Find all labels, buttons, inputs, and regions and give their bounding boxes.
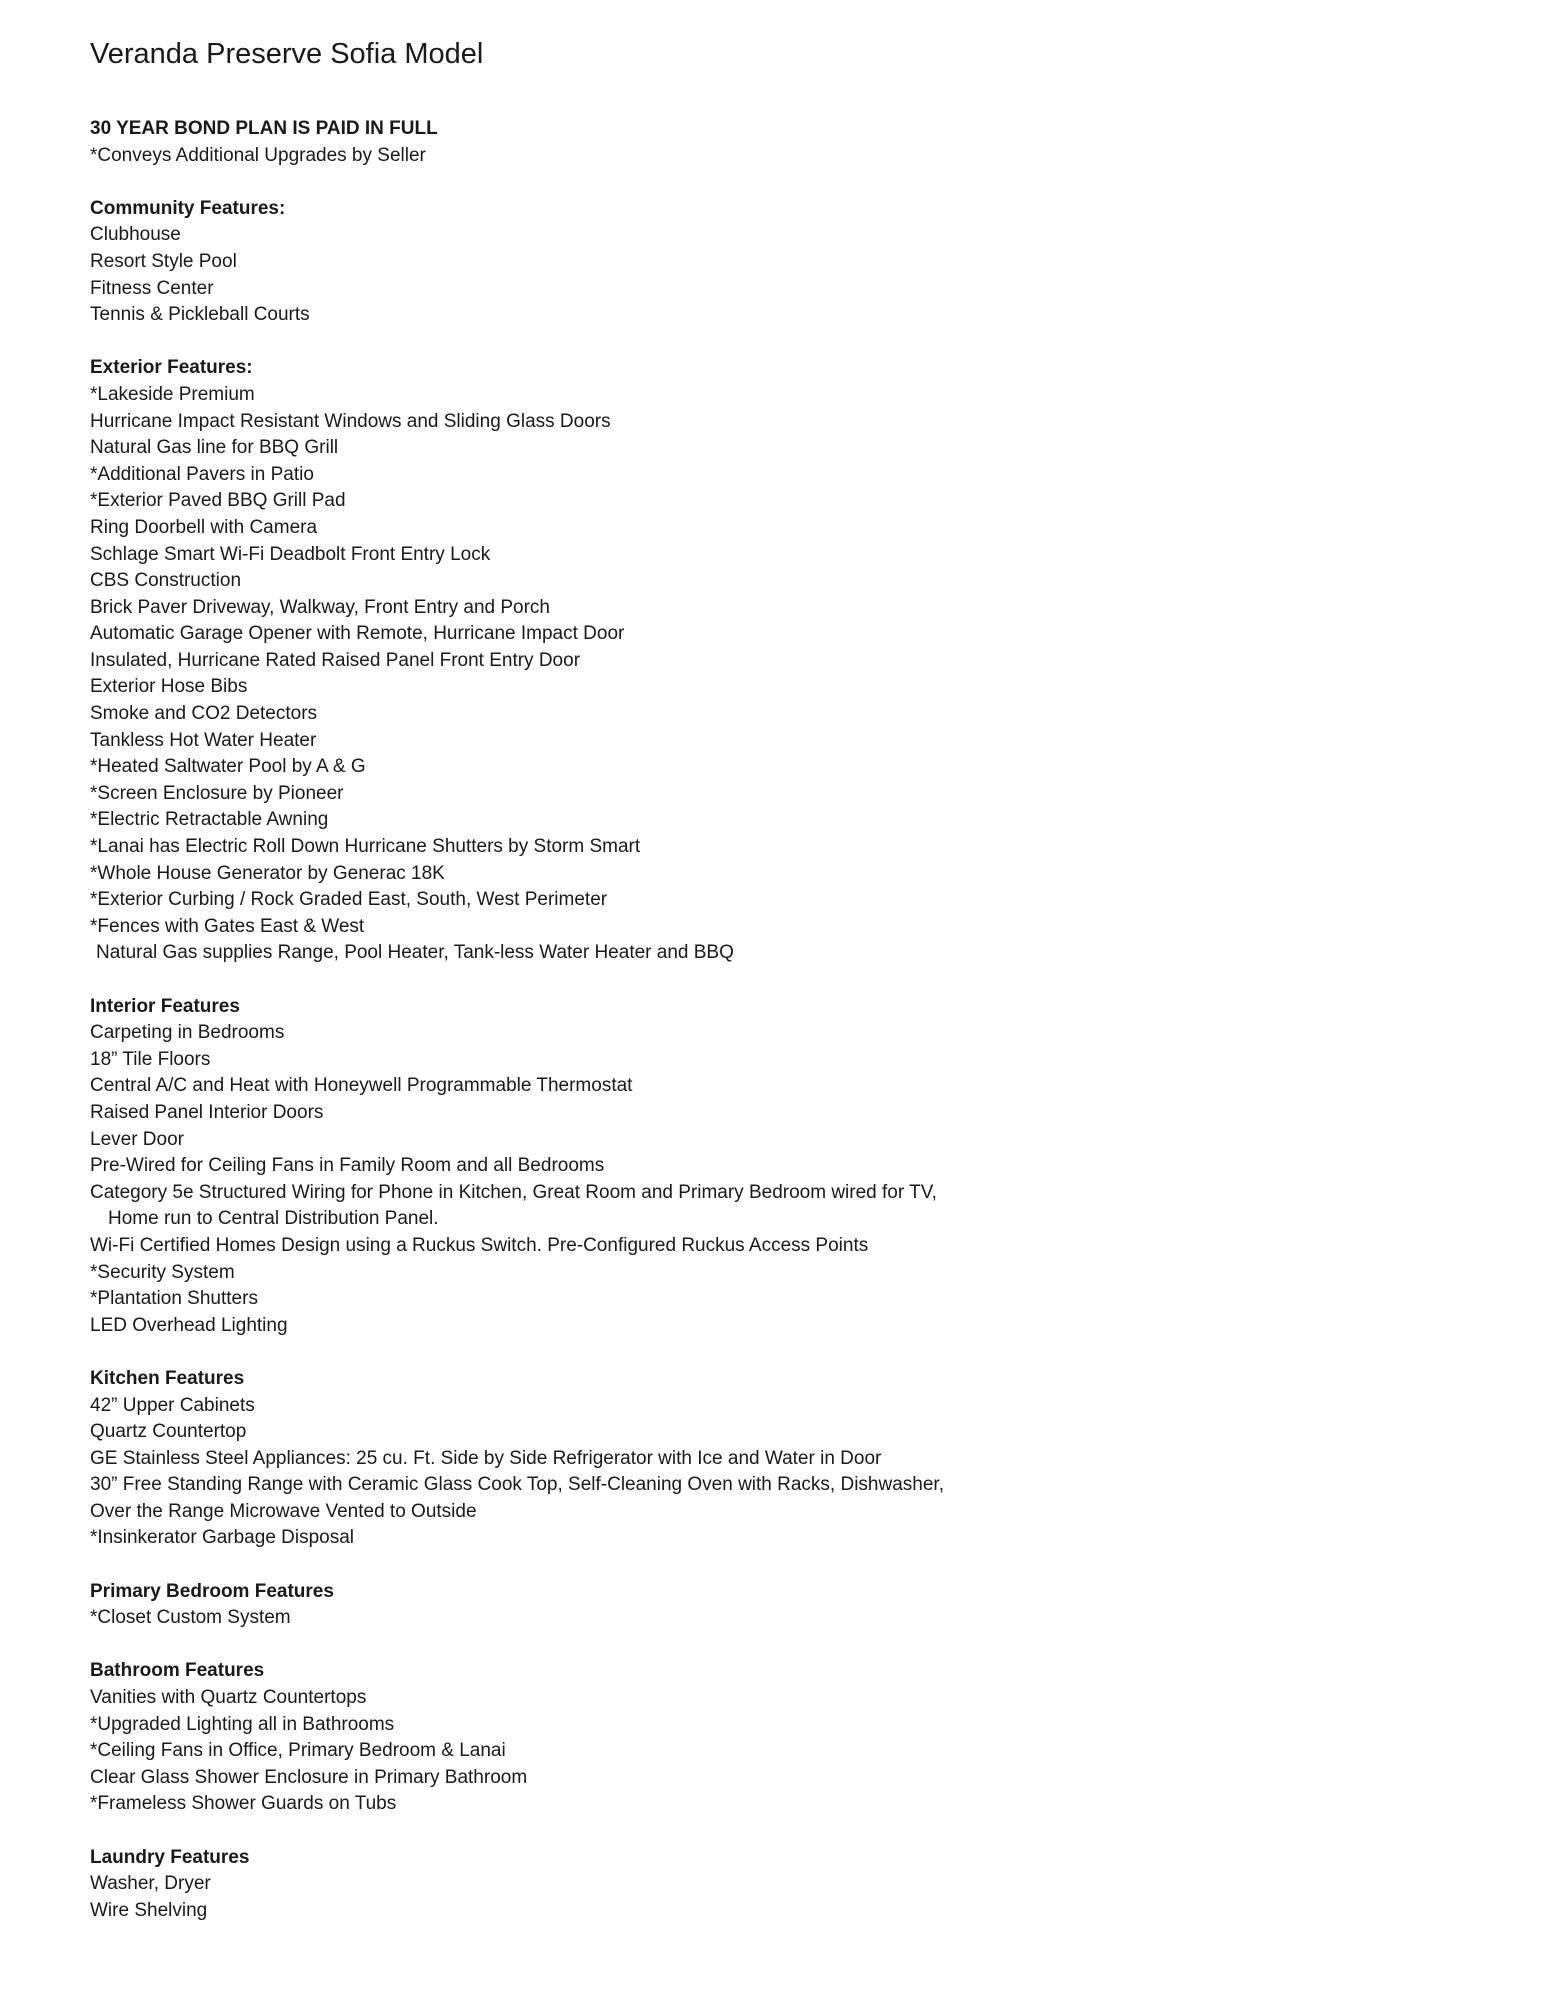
bathroom-item: Clear Glass Shower Enclosure in Primary Bathroom: [90, 1766, 528, 1788]
exterior-item: Insulated, Hurricane Rated Raised Panel Front Entry Door: [90, 649, 581, 671]
bathroom-item: *Upgraded Lighting all in Bathrooms: [90, 1713, 395, 1735]
spacer: [90, 169, 1545, 196]
bathroom-item: Vanities with Quartz Countertops: [90, 1687, 367, 1709]
exterior-item: Natural Gas supplies Range, Pool Heater, Tank-less Water Heater and BBQ: [96, 942, 734, 964]
bathroom-heading: Bathroom Features: [90, 1660, 265, 1682]
kitchen-item: Over the Range Microwave Vented to Outside: [90, 1500, 477, 1522]
community-item: Tennis & Pickleball Courts: [90, 304, 310, 326]
exterior-heading: Exterior Features:: [90, 357, 253, 379]
interior-item: Central A/C and Heat with Honeywell Programmable Thermostat: [90, 1075, 633, 1097]
interior-item: Wi-Fi Certified Homes Design using a Ruckus Switch. Pre-Configured Ruckus Access Points: [90, 1234, 869, 1256]
kitchen-item: *Insinkerator Garbage Disposal: [90, 1527, 355, 1549]
kitchen-item: GE Stainless Steel Appliances: 25 cu. Ft. Side by Side Refrigerator with Ice and Water in Door: [90, 1447, 882, 1469]
exterior-item: *Electric Retractable Awning: [90, 809, 329, 831]
interior-item: *Security System: [90, 1261, 235, 1283]
exterior-item: *Heated Saltwater Pool by A & G: [90, 756, 366, 778]
kitchen-item: Quartz Countertop: [90, 1421, 247, 1443]
community-item: Resort Style Pool: [90, 250, 237, 272]
community-heading: Community Features:: [90, 197, 286, 219]
spacer: [90, 967, 1545, 994]
exterior-item: *Lakeside Premium: [90, 383, 255, 405]
interior-item: Pre-Wired for Ceiling Fans in Family Room and all Bedrooms: [90, 1155, 605, 1177]
interior-item: *Plantation Shutters: [90, 1288, 258, 1310]
laundry-heading: Laundry Features: [90, 1846, 250, 1868]
bathroom-item: *Frameless Shower Guards on Tubs: [90, 1793, 397, 1815]
exterior-item: *Exterior Curbing / Rock Graded East, South, West Perimeter: [90, 889, 608, 911]
exterior-item: Exterior Hose Bibs: [90, 676, 248, 698]
exterior-item: Ring Doorbell with Camera: [90, 516, 318, 538]
interior-item: Category 5e Structured Wiring for Phone in Kitchen, Great Room and Primary Bedroom wired for TV,: [90, 1181, 937, 1203]
exterior-item: *Fences with Gates East & West: [90, 915, 365, 937]
exterior-item: Natural Gas line for BBQ Grill: [90, 437, 339, 459]
interior-item: LED Overhead Lighting: [90, 1314, 288, 1336]
interior-item: Home run to Central Distribution Panel.: [108, 1208, 439, 1230]
exterior-item: *Whole House Generator by Generac 18K: [90, 862, 445, 884]
exterior-item: Smoke and CO2 Detectors: [90, 703, 318, 725]
bond-heading: 30 YEAR BOND PLAN IS PAID IN FULL: [90, 118, 438, 139]
spacer: [90, 1552, 1545, 1579]
exterior-item: Brick Paver Driveway, Walkway, Front Entry and Porch: [90, 596, 550, 618]
exterior-item: *Lanai has Electric Roll Down Hurricane Shutters by Storm Smart: [90, 836, 641, 858]
exterior-item: *Screen Enclosure by Pioneer: [90, 782, 344, 804]
page-title: Veranda Preserve Sofia Model: [90, 38, 484, 70]
primary-bedroom-heading: Primary Bedroom Features: [90, 1580, 334, 1602]
community-item: Fitness Center: [90, 277, 214, 299]
bond-note: *Conveys Additional Upgrades by Seller: [90, 144, 426, 166]
interior-item: Lever Door: [90, 1128, 184, 1150]
primary-bedroom-item: *Closet Custom System: [90, 1607, 291, 1629]
kitchen-item: 42” Upper Cabinets: [90, 1394, 255, 1416]
spacer: [90, 1818, 1545, 1845]
interior-heading: Interior Features: [90, 995, 240, 1017]
interior-item: Raised Panel Interior Doors: [90, 1101, 324, 1123]
document-body: [90, 116, 1545, 1924]
interior-item: 18” Tile Floors: [90, 1048, 211, 1070]
exterior-item: Hurricane Impact Resistant Windows and Sliding Glass Doors: [90, 410, 611, 432]
spacer: [90, 1632, 1545, 1659]
exterior-item: Automatic Garage Opener with Remote, Hurricane Impact Door: [90, 623, 625, 645]
spacer: [90, 329, 1545, 356]
interior-item: Carpeting in Bedrooms: [90, 1022, 285, 1044]
kitchen-item: 30” Free Standing Range with Ceramic Glass Cook Top, Self-Cleaning Oven with Racks, Dishwasher,: [90, 1474, 944, 1496]
bathroom-item: *Ceiling Fans in Office, Primary Bedroom & Lanai: [90, 1740, 506, 1762]
laundry-item: Washer, Dryer: [90, 1873, 211, 1895]
exterior-item: Schlage Smart Wi-Fi Deadbolt Front Entry Lock: [90, 543, 491, 565]
exterior-item: *Exterior Paved BBQ Grill Pad: [90, 490, 346, 512]
laundry-item: Wire Shelving: [90, 1899, 208, 1921]
community-item: Clubhouse: [90, 224, 181, 246]
spacer: [90, 1339, 1545, 1366]
kitchen-heading: Kitchen Features: [90, 1367, 245, 1389]
exterior-item: Tankless Hot Water Heater: [90, 729, 317, 751]
exterior-item: *Additional Pavers in Patio: [90, 463, 314, 485]
exterior-item: CBS Construction: [90, 570, 242, 592]
